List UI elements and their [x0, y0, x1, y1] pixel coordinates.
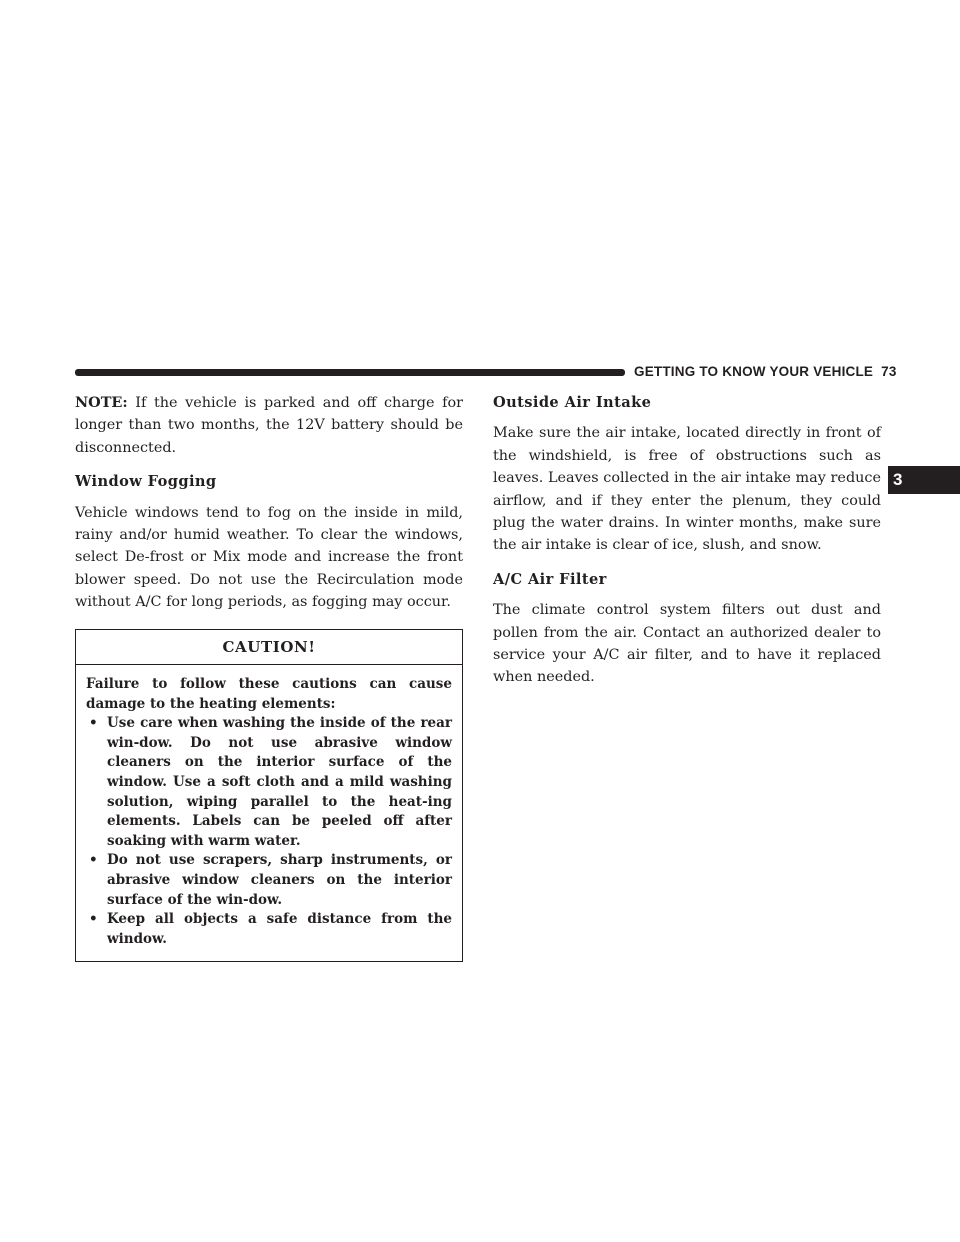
bullet-glyph: •	[89, 911, 98, 928]
bullet-glyph: •	[89, 715, 98, 732]
outside-air-text: Make sure the air intake, located directly in front of the windshield, is free of obstructions such as leaves. Leaves collected in the air intake may reduce airflow, and if they enter the plenum, they could plug the water drains. In winter months, make sure the air intake is clear of ice, slush, and snow.	[493, 425, 881, 554]
caution-list	[86, 714, 452, 949]
note-text: If the vehicle is parked and off charge for longer than two months, the 12V battery should be disconnected.	[75, 395, 463, 456]
note-paragraph	[75, 392, 463, 459]
window-fogging-heading: Window Fogging	[75, 473, 217, 491]
right-column	[493, 392, 881, 689]
left-column	[75, 392, 463, 962]
caution-title: CAUTION!	[76, 630, 462, 665]
caution-item	[86, 910, 452, 949]
header-rule	[75, 369, 625, 376]
caution-item	[86, 851, 452, 910]
caution-item-text: Use care when washing the inside of the rear win-dow. Do not use abrasive window cleaners on the interior surface of the window. Use a soft cloth and a mild washing solution, wiping parallel to the heat-ing elements. Labels can be peeled off after soaking with warm water.	[107, 715, 452, 849]
running-header	[634, 364, 897, 379]
caution-box	[75, 629, 463, 963]
caution-item	[86, 714, 452, 851]
window-fogging-text: Vehicle windows tend to fog on the inside in mild, rainy and/or humid weather. To clear the windows, select De-frost or Mix mode and increase the front blower speed. Do not use the Recirculation mode without A/C for long periods, as fogging may occur.	[75, 504, 463, 611]
caution-item-text: Keep all objects a safe distance from the window.	[107, 911, 452, 947]
page-number: 73	[881, 364, 897, 379]
bullet-glyph: •	[89, 852, 98, 869]
chapter-number: 3	[893, 470, 903, 489]
ac-filter-text: The climate control system filters out dust and pollen from the air. Contact an authorized dealer to service your A/C air filter, and to have it replaced when needed.	[493, 602, 881, 686]
caution-intro: Failure to follow these cautions can cause damage to the heating elements:	[86, 676, 452, 712]
chapter-tab	[888, 466, 960, 494]
ac-filter-heading: A/C Air Filter	[493, 570, 607, 588]
section-title: GETTING TO KNOW YOUR VEHICLE	[634, 364, 874, 379]
caution-item-text: Do not use scrapers, sharp instruments, or abrasive window cleaners on the interior surface of the win-dow.	[107, 852, 452, 908]
outside-air-heading: Outside Air Intake	[493, 394, 652, 411]
caution-body	[76, 665, 462, 961]
note-label: NOTE:	[75, 394, 128, 411]
